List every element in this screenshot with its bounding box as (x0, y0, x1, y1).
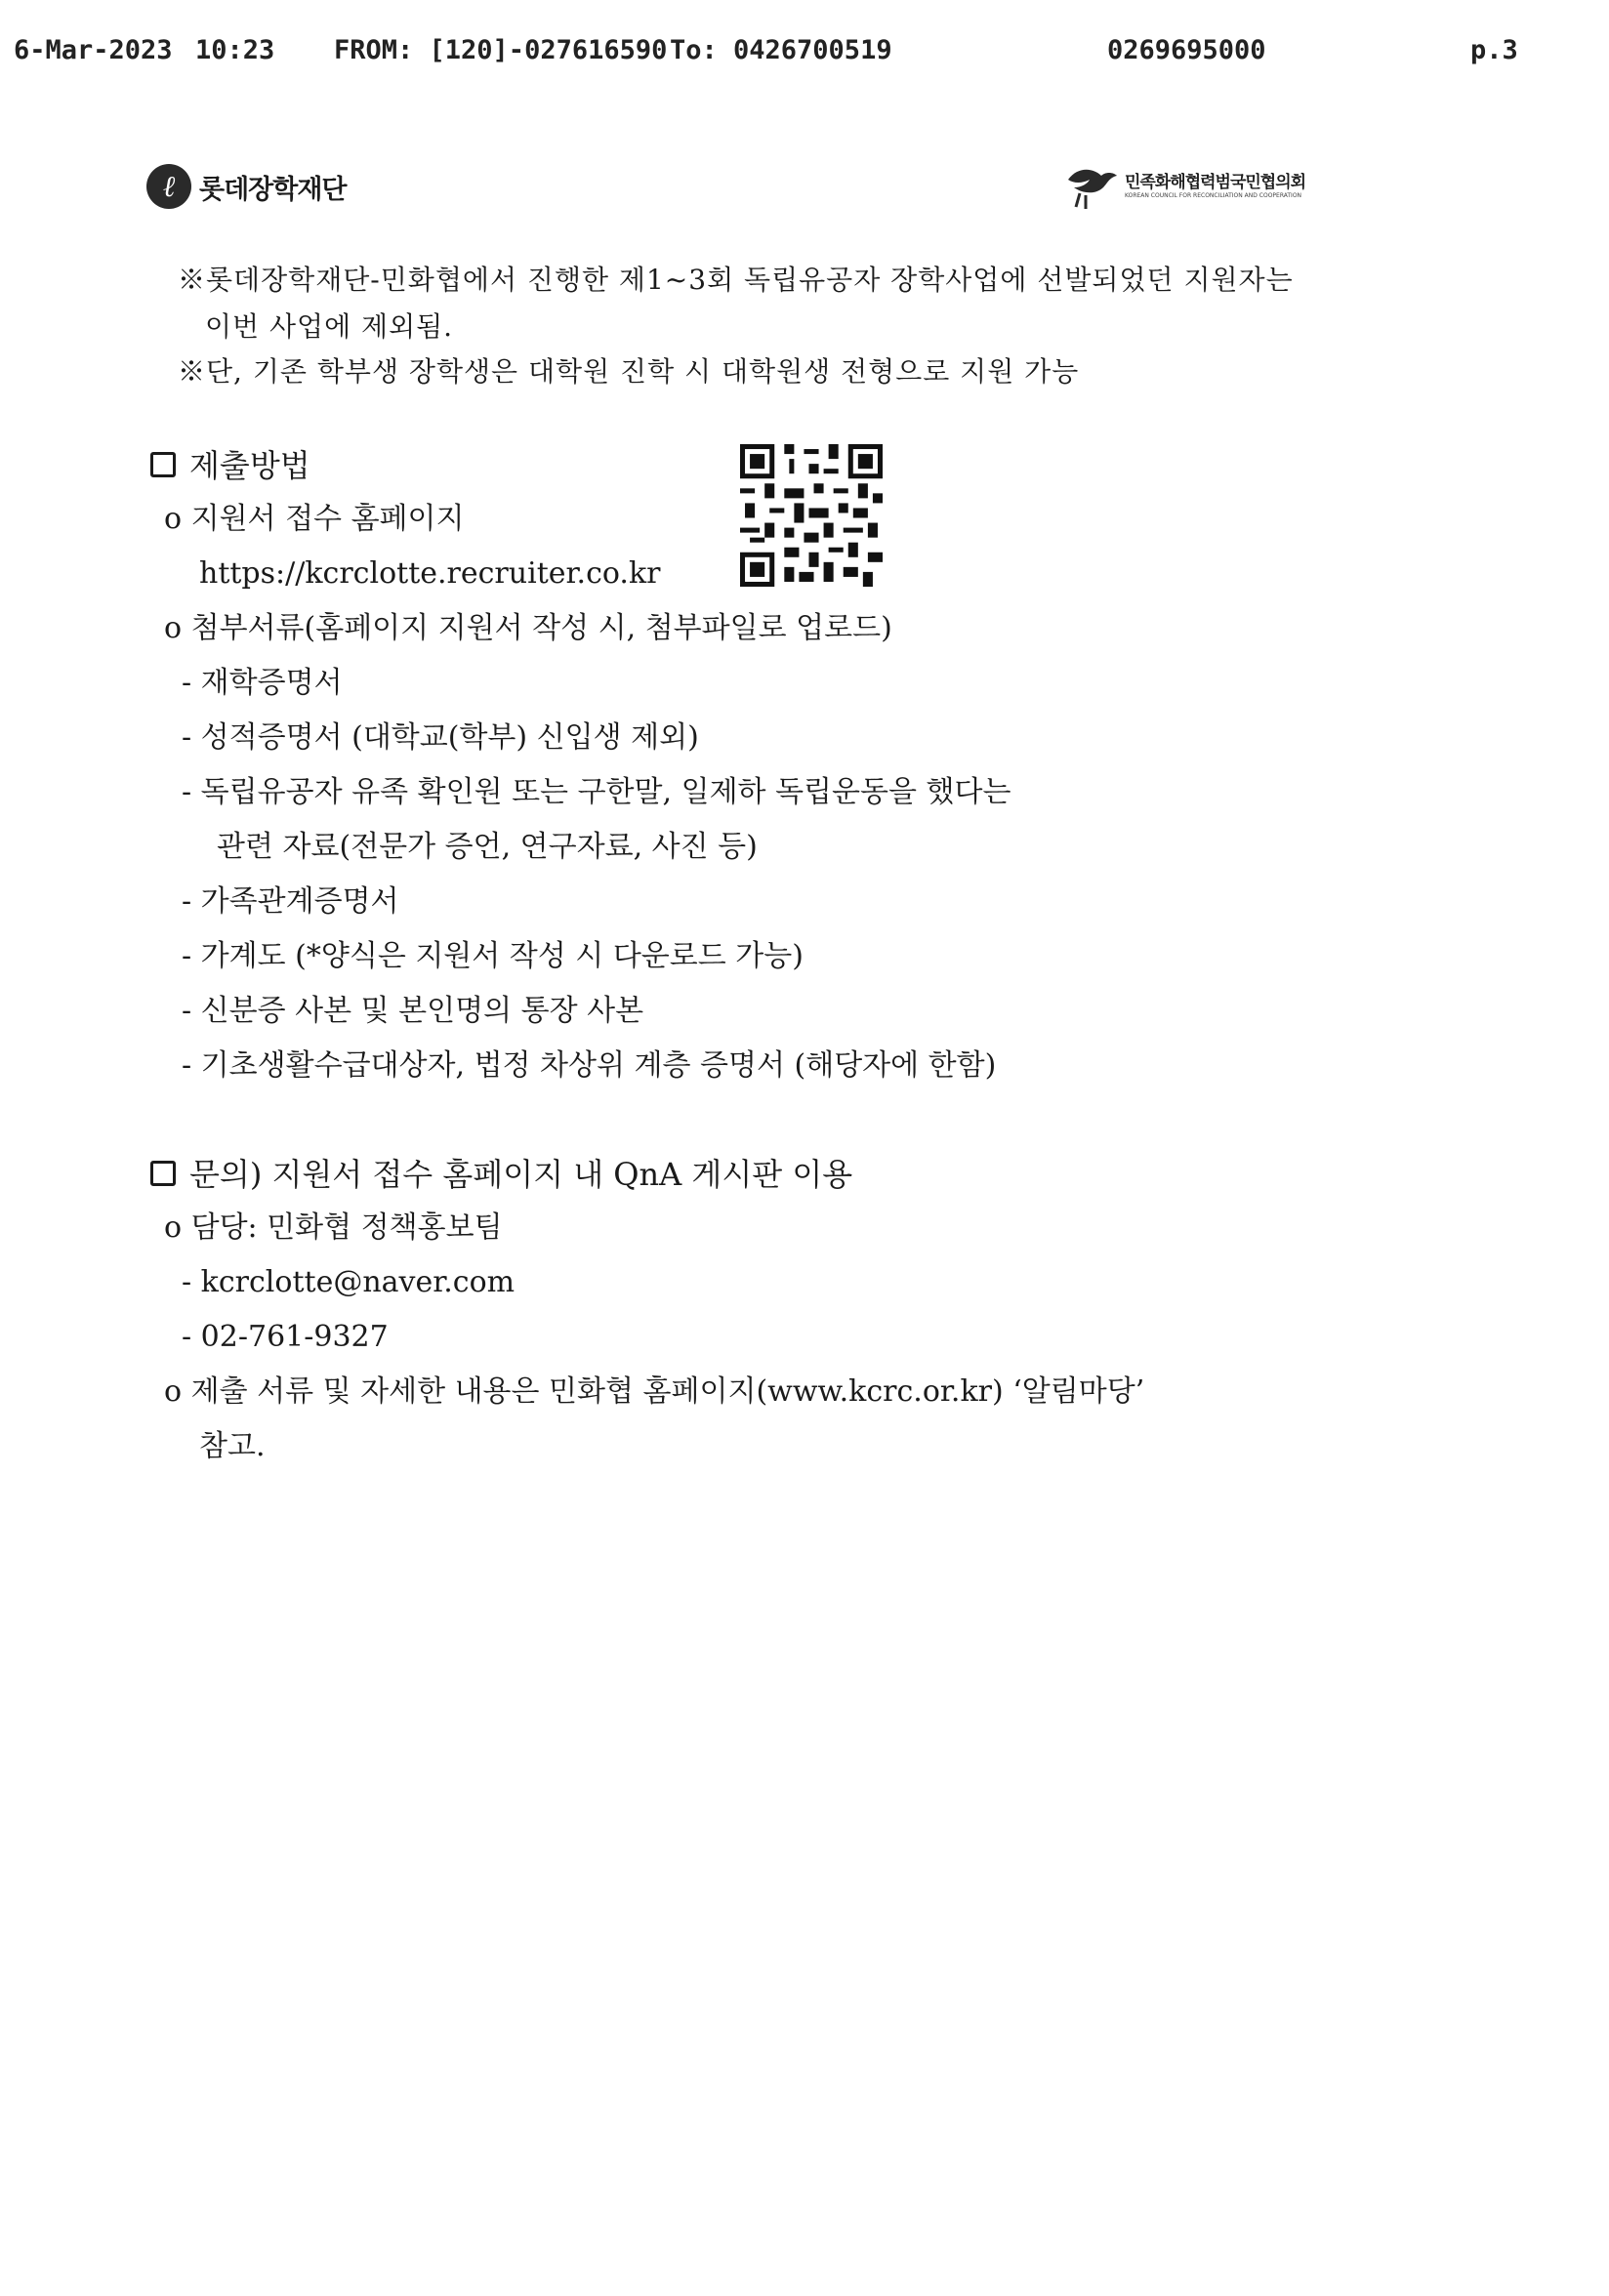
checkbox-icon (150, 452, 176, 477)
documents-label: o 첨부서류(홈페이지 지원서 작성 시, 첨부파일로 업로드) (164, 611, 892, 645)
contact-phone: - 02-761-9327 (182, 1320, 389, 1354)
reference-note: o 제출 서류 및 자세한 내용은 민화협 홈페이지(www.kcrc.or.kr) ‘알림마당’ (164, 1374, 1145, 1409)
kcrc-logo-text: 민족화해협력범국민협의회 (1125, 173, 1306, 192)
fax-from: FROM: [120]-027616590 (334, 35, 668, 65)
checkbox-icon (150, 1161, 176, 1186)
doc-item-welfare-cert: - 기초생활수급대상자, 법정 차상위 계층 증명서 (해당자에 한함) (182, 1048, 997, 1083)
reference-note-cont: 참고. (199, 1429, 266, 1463)
submission-heading-text: 제출방법 (189, 447, 310, 484)
fax-to: To: 0426700519 (670, 35, 892, 65)
inquiry-heading (150, 1156, 852, 1193)
lotte-foundation-logo (146, 164, 347, 209)
note-graduate: ※단, 기존 학부생 장학생은 대학원 진학 시 대학원생 전형으로 지원 가능 (178, 355, 1080, 388)
lotte-logo-text: 롯데장학재단 (199, 174, 347, 205)
contact-label: o 담당: 민화협 정책홍보팀 (164, 1210, 503, 1245)
kcrc-logo-subtext: KOREAN COUNCIL FOR RECONCILIATION AND COOPERATION (1125, 192, 1302, 199)
doc-item-transcript: - 성적증명서 (대학교(학부) 신입생 제외) (182, 720, 699, 755)
note-exclusion: ※롯데장학재단-민화협에서 진행한 제1~3회 독립유공자 장학사업에 선발되었던 지원자는 (178, 264, 1294, 296)
submission-heading (150, 447, 310, 484)
lotte-mark-icon: ℓ (146, 164, 191, 209)
doc-item-patriot-proof-cont: 관련 자료(전문가 증언, 연구자료, 사진 등) (217, 830, 758, 864)
qr-code[interactable] (740, 444, 883, 587)
fax-time: 10:23 (195, 35, 275, 65)
doc-item-id-bankbook: - 신분증 사본 및 본인명의 통장 사본 (182, 994, 644, 1028)
kcrc-logo (1064, 154, 1305, 213)
fax-number: 0269695000 (1107, 35, 1266, 65)
homepage-label: o 지원서 접수 홈페이지 (164, 502, 465, 536)
contact-email[interactable]: - kcrclotte@naver.com (182, 1265, 516, 1299)
doc-item-patriot-proof: - 독립유공자 유족 확인원 또는 구한말, 일제하 독립운동을 했다는 (182, 775, 1011, 809)
note-exclusion-cont: 이번 사업에 제외됨. (205, 310, 454, 343)
kcrc-dove-icon (1064, 154, 1119, 213)
doc-item-family-cert: - 가족관계증명서 (182, 884, 399, 919)
fax-page: p.3 (1470, 35, 1518, 65)
fax-date: 6-Mar-2023 (14, 35, 173, 65)
doc-item-enrollment: - 재학증명서 (182, 666, 343, 700)
doc-item-family-tree: - 가계도 (*양식은 지원서 작성 시 다운로드 가능) (182, 939, 804, 973)
homepage-url[interactable]: https://kcrclotte.recruiter.co.kr (199, 556, 661, 591)
fax-header (14, 35, 1589, 68)
inquiry-heading-text: 문의) 지원서 접수 홈페이지 내 QnA 게시판 이용 (189, 1156, 853, 1193)
